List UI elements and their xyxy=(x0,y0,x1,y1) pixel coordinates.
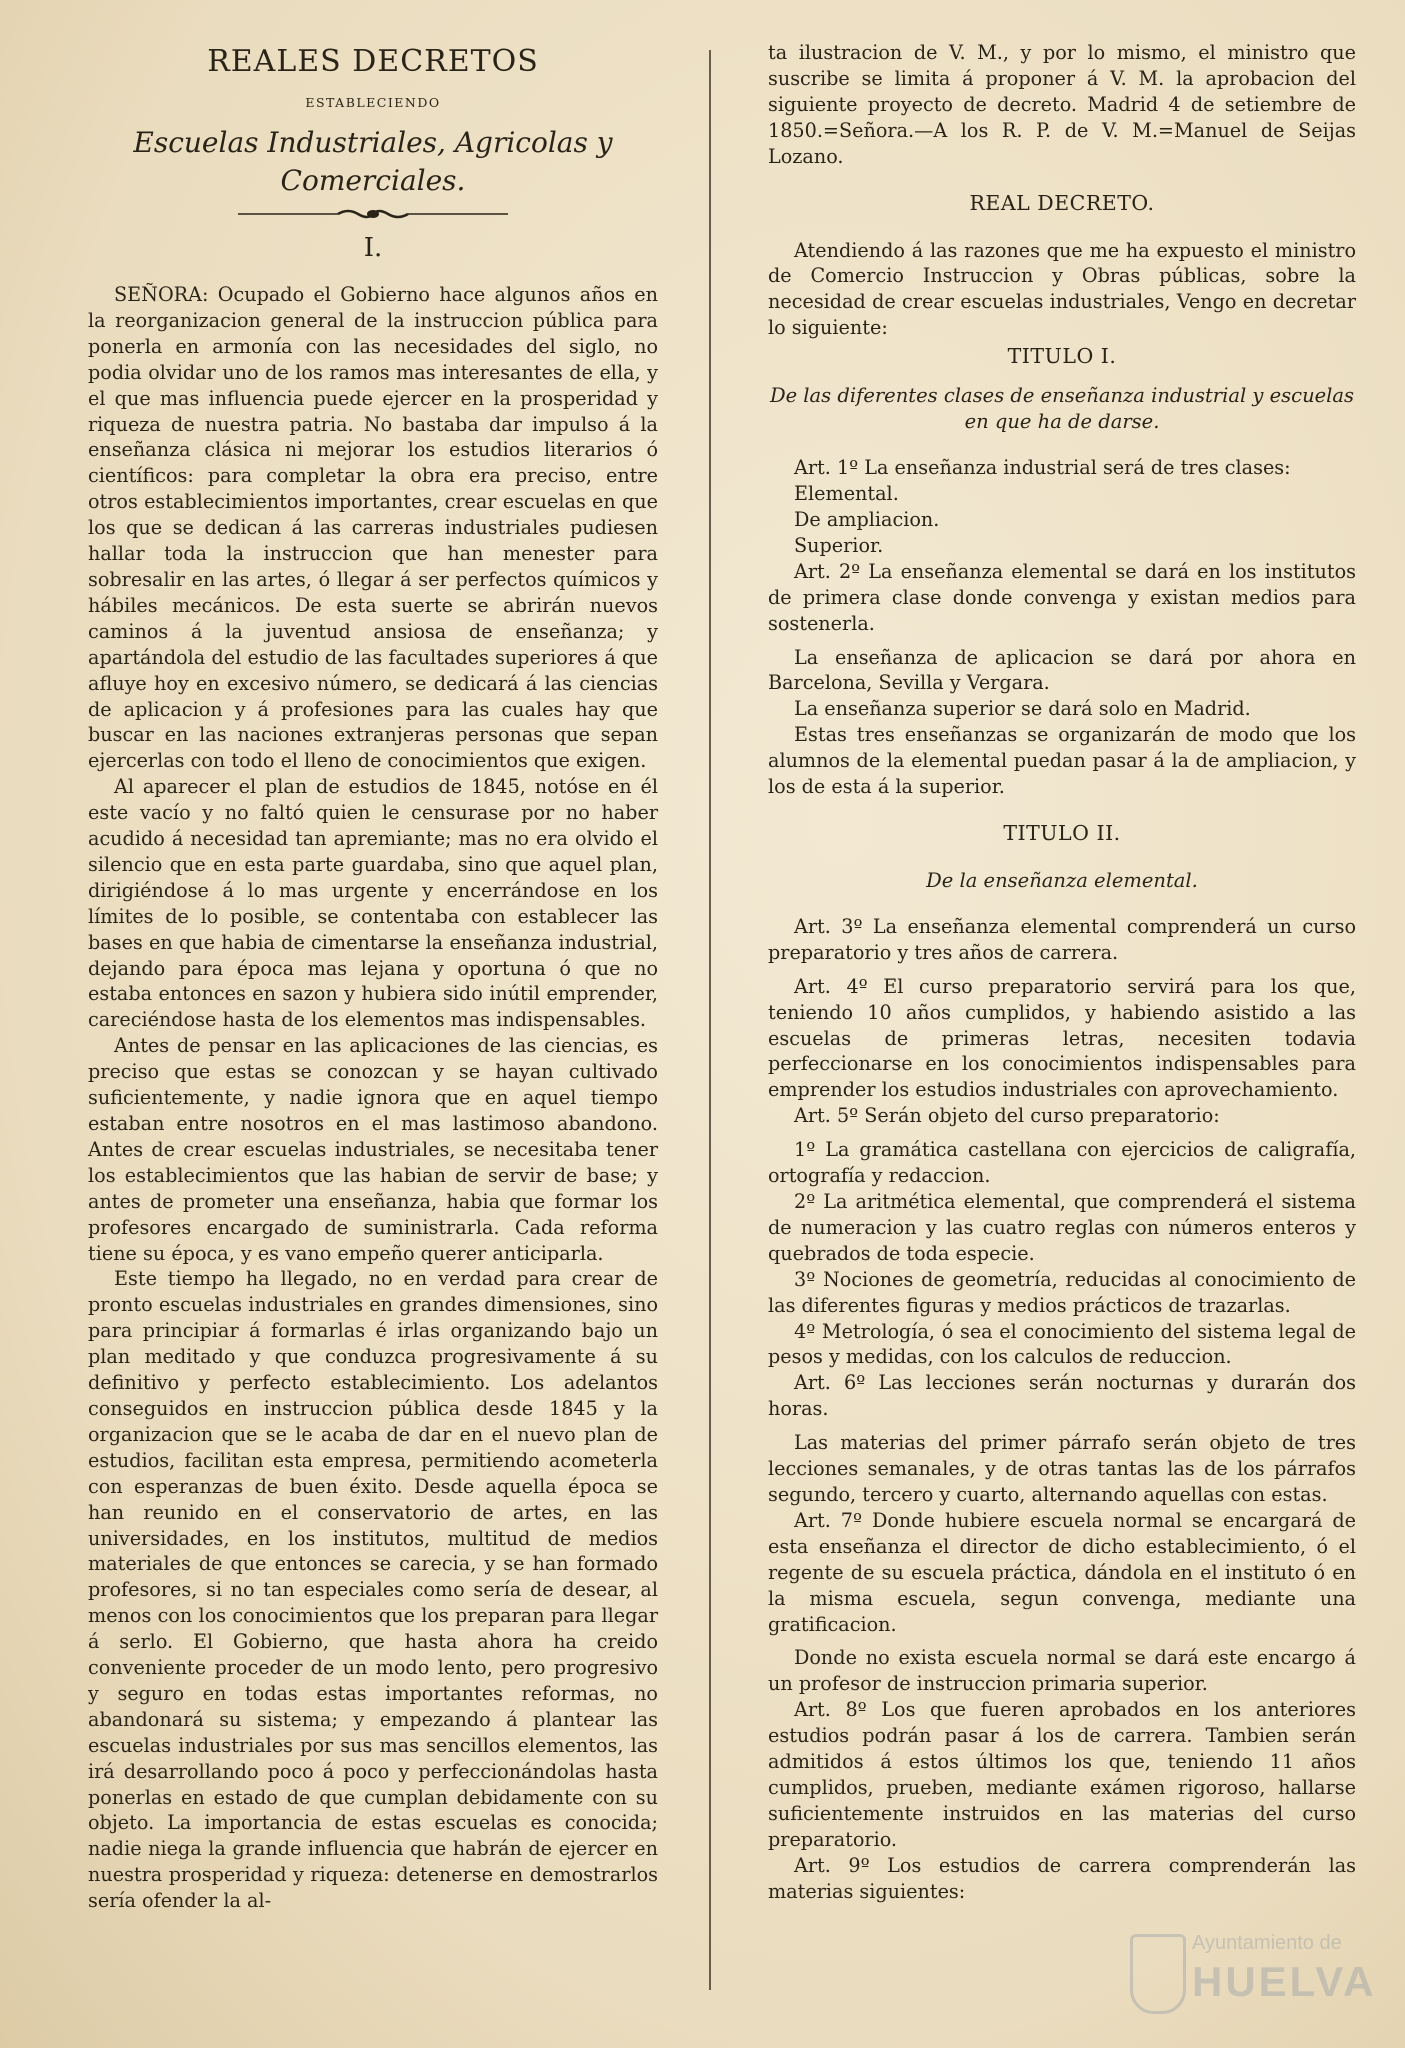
article-4: Art. 4º El curso preparatorio servirá para los que, teniendo 10 años cumplidos, y habiendo asistido a las escuelas de primeras letras, necesiten todavia perfeccionarse en los conocimientos indispensables para emprender los estudios industriales con aprovechamiento. xyxy=(768,974,1356,1102)
article-6: Art. 6º Las lecciones serán nocturnas y durarán dos horas. xyxy=(768,1371,1356,1421)
decree-italic-title: Escuelas Industriales, Agricolas y Comerciales. xyxy=(133,126,613,197)
ornament-divider-icon xyxy=(238,206,508,222)
decree-intro: Atendiendo á las razones que me ha expuesto el ministro de Comercio Instruccion y Obras públicas, sobre la necesidad de crear escuelas industriales, Vengo en decretar lo siguiente: xyxy=(768,238,1356,340)
titulo-1-heading: TITULO I. xyxy=(1007,344,1117,369)
art1-item: Elemental. xyxy=(794,482,899,506)
art1-item: Superior. xyxy=(794,533,884,557)
right-column xyxy=(768,40,1356,1904)
decree-title: REALES DECRETOS xyxy=(207,44,539,79)
left-column xyxy=(88,40,658,1914)
article-9: Art. 9º Los estudios de carrera comprenderán las materias siguientes: xyxy=(768,1853,1356,1903)
art5-item: 1º La gramática castellana con ejercicios de caligrafía, ortografía y redaccion. xyxy=(768,1138,1356,1188)
paragraph-2: Al aparecer el plan de estudios de 1845, notóse en él este vacío y no faltó quien le censurase por no haber acudido á necesidad tan apremiante; mas no era olvido el silencio que en esta parte guardaba, sino que aquel plan, dirigiéndose á lo mas urgente y encerrándose en los límites de lo posible, se contentaba con establecer las bases en que habia de cimentarse la enseñanza industrial, dejando para época mas lejana y oportuna ó que no estaba entonces en sazon y hubiera sido inútil emprender, careciéndose hasta de los elementos mas indispensables. xyxy=(88,775,658,1032)
paragraph-1: SEÑORA: Ocupado el Gobierno hace algunos años en la reorganizacion general de la instruccion pública para ponerla en armonía con las necesidades del siglo, no podia olvidar uno de los ramos mas interesantes de ella, y el que mas influencia puede ejercer en la prosperidad y riqueza de nuestra patria. No bastaba dar impulso á la enseñanza clásica ni mejorar los estudios literarios ó científicos: para completar la obra era preciso, entre otros establecimientos importantes, crear escuelas en que los que se dedican á las carreras industriales pudiesen hallar toda la instruccion que han menester para sobresalir en las artes, ó llegar á ser perfectos químicos y hábiles mecánicos. De esta suerte se abrirán nuevos caminos á la juventud ansiosa de enseñanza; y apartándola del estudio de las facultades superiores á que afluye hoy en excesivo número, se dedicará á las ciencias de aplicacion y á profesiones para las cuales hay que buscar en las naciones extranjeras personas que sepan ejercerlas con todo el lleno de conocimientos que exigen. xyxy=(88,283,658,773)
art1-item: De ampliacion. xyxy=(794,507,940,531)
paragraph-materias: Las materias del primer párrafo serán objeto de tres lecciones semanales, y de otras tantas las de los párrafos segundo, tercero y cuarto, alternando aquellas con estas. xyxy=(768,1431,1356,1506)
titulo-2-subheading: De la enseñanza elemental. xyxy=(926,868,1198,892)
watermark-line-2: HUELVA xyxy=(1192,1958,1377,2005)
watermark-line-1: Ayuntamiento de xyxy=(1192,1932,1342,1954)
art5-item: 4º Metrología, ó sea el conocimiento del sistema legal de pesos y medidas, con los calculos de reduccion. xyxy=(768,1319,1356,1369)
paragraph-4: Este tiempo ha llegado, no en verdad para crear de pronto escuelas industriales en grandes dimensiones, sino para principiar á formarlas é irlas organizando bajo un plan meditado y que conduzca progresivamente á su definitivo y perfecto establecimiento. Los adelantos conseguidos en instruccion pública desde 1845 y la organizacion que se le acaba de dar en el nuevo plan de estudios, facilitan esta empresa, permitiendo acometerla con esperanzas de buen éxito. Desde aquella época se han reunido en el conservatorio de artes, en las universidades, en los institutos, multitud de medios materiales de que entonces se carecia, y se han formado profesores, si no tan especiales como sería de desear, al menos con los conocimientos que los preparan para llegar á serlo. El Gobierno, que hasta ahora ha creido conveniente proceder de un modo lento, pero progresivo y seguro en todas estas importantes reformas, no abandonará su sistema; y empezando á plantear las escuelas industriales por sus mas sencillos elementos, las irá desarrollando poco á poco y perfeccionándolas hasta ponerlas en estado de que cumplan debidamente con su objeto. La importancia de estas escuelas es conocida; nadie niega la grande influencia que habrán de ejercer en nuestra prosperidad y riqueza: detenerse en demostrarlos sería ofender la al- xyxy=(88,1267,658,1913)
paragraph-ampliacion: La enseñanza de aplicacion se dará por ahora en Barcelona, Sevilla y Vergara. xyxy=(768,645,1356,695)
article-8: Art. 8º Los que fueren aprobados en los anteriores estudios podrán pasar á los de carrera. Tambien serán admitidos á estos últimos los que, teniendo 11 años cumplidos, prueben, mediante exámen rigoroso, hallarse suficientemente instruidos en las materias del curso preparatorio. xyxy=(768,1698,1356,1851)
titulo-2-heading: TITULO II. xyxy=(1003,820,1121,845)
art5-item: 2º La aritmética elemental, que comprenderá el sistema de numeracion y las cuatro reglas con números enteros y quebrados de toda especie. xyxy=(768,1190,1356,1265)
paragraph-tres-ensenanzas: Estas tres enseñanzas se organizarán de modo que los alumnos de la elemental puedan pasar á la de ampliacion, y los de esta á la superior. xyxy=(768,723,1356,799)
intro-continuation: ta ilustracion de V. M., y por lo mismo, el ministro que suscribe se limita á proponer á V. M. la aprobacion del siguiente proyecto de decreto. Madrid 4 de setiembre de 1850.=Señora.—A los R. P. de V. M.=Manuel de Seijas Lozano. xyxy=(768,41,1356,168)
article-7: Art. 7º Donde hubiere escuela normal se encargará de esta enseñanza el director de dicho establecimiento, ó el regente de su escuela práctica, dándola en el instituto ó en la misma escuela, segun convenga, mediante una gratificacion. xyxy=(768,1508,1356,1636)
archive-watermark xyxy=(1130,1930,1377,2014)
coat-of-arms-icon xyxy=(1130,1934,1186,2014)
article-2: Art. 2º La enseñanza elemental se dará en los institutos de primera clase donde convenga y existan medios para sostenerla. xyxy=(768,559,1356,635)
decree-subtitle: ESTABLECIENDO xyxy=(305,95,441,110)
paragraph-3: Antes de pensar en las aplicaciones de las ciencias, es preciso que estas se conozcan y se hayan cultivado suficientemente, y nadie ignora que en aquel tiempo estaban entre nosotros en el mas lastimoso abandono. Antes de crear escuelas industriales, se necesitaba tener los establecimientos que las habian de servir de base; y antes de prometer una enseñanza, habia que formar los profesores encargado de suministrarla. Cada reforma tiene su época, y es vano empeño querer anticiparla. xyxy=(88,1034,658,1265)
titulo-1-subheading: De las diferentes clases de enseñanza industrial y escuelas en que ha de darse. xyxy=(769,384,1355,434)
column-divider xyxy=(709,50,711,1990)
article-5: Art. 5º Serán objeto del curso preparatorio: xyxy=(794,1104,1220,1128)
art5-item: 3º Nociones de geometría, reducidas al conocimiento de las diferentes figuras y medios prácticos de trazarlas. xyxy=(768,1267,1356,1317)
article-1: Art. 1º La enseñanza industrial será de tres clases: xyxy=(794,456,1291,480)
section-number: I. xyxy=(363,233,383,263)
real-decreto-heading: REAL DECRETO. xyxy=(969,190,1155,215)
paragraph-donde: Donde no exista escuela normal se dará este encargo á un profesor de instruccion primaria superior. xyxy=(768,1646,1356,1696)
paragraph-superior: La enseñanza superior se dará solo en Madrid. xyxy=(794,697,1251,721)
article-3: Art. 3º La enseñanza elemental comprenderá un curso preparatorio y tres años de carrera. xyxy=(768,914,1356,964)
